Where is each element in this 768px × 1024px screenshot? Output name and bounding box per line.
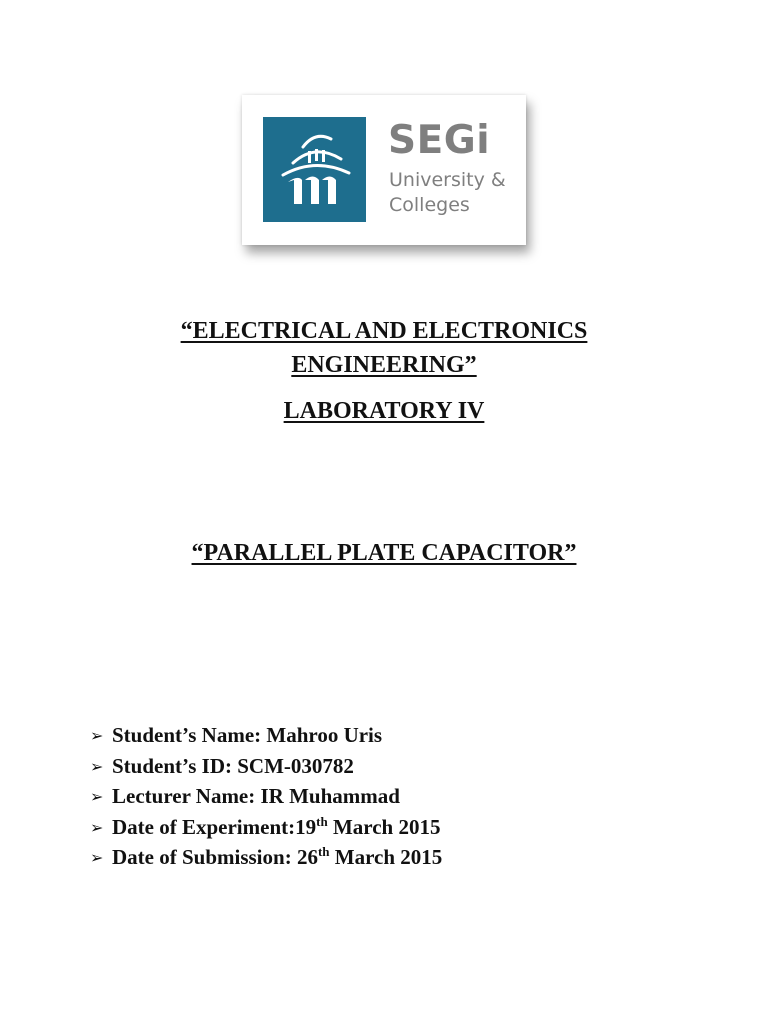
lab-title bbox=[0, 394, 768, 428]
submission-date-prefix: Date of Submission: 26 bbox=[112, 845, 318, 869]
logo-wordmark: SEGi bbox=[388, 118, 491, 163]
lecturer-name: Lecturer Name: IR Muhammad bbox=[112, 784, 400, 808]
segi-building-icon bbox=[263, 117, 366, 222]
submission-date-suffix: March 2015 bbox=[329, 845, 443, 869]
logo-subtitle-line1: University & bbox=[389, 169, 506, 191]
logo-subtitle-line2: Colleges bbox=[389, 194, 470, 216]
experiment-title-text: “PARALLEL PLATE CAPACITOR” bbox=[191, 540, 577, 566]
course-title-line2: ENGINEERING” bbox=[291, 352, 477, 378]
submission-date-sup: th bbox=[317, 844, 330, 859]
arrowhead-bullet-icon: ➢ bbox=[90, 848, 104, 867]
experiment-date-suffix: March 2015 bbox=[327, 814, 441, 839]
list-item bbox=[90, 781, 442, 812]
list-item bbox=[90, 751, 442, 782]
course-title-line1: “ELECTRICAL AND ELECTRONICS bbox=[180, 318, 588, 344]
student-details-list bbox=[90, 720, 442, 873]
experiment-date-prefix: Date of Experiment:19 bbox=[112, 814, 317, 839]
list-item bbox=[90, 720, 442, 751]
arrowhead-bullet-icon: ➢ bbox=[90, 817, 104, 837]
lab-title-text: LABORATORY IV bbox=[283, 398, 485, 424]
arrowhead-bullet-icon: ➢ bbox=[90, 756, 104, 776]
course-title bbox=[0, 314, 768, 382]
list-item bbox=[90, 842, 442, 873]
arrowhead-bullet-icon: ➢ bbox=[90, 787, 104, 806]
list-item bbox=[90, 812, 442, 843]
logo-card bbox=[242, 95, 526, 245]
student-id: Student’s ID: SCM-030782 bbox=[112, 753, 354, 778]
arrowhead-bullet-icon: ➢ bbox=[90, 726, 104, 745]
experiment-title bbox=[0, 536, 768, 570]
logo-subtitle bbox=[389, 168, 506, 218]
experiment-date-sup: th bbox=[316, 813, 328, 829]
student-name: Student’s Name: Mahroo Uris bbox=[112, 723, 383, 747]
